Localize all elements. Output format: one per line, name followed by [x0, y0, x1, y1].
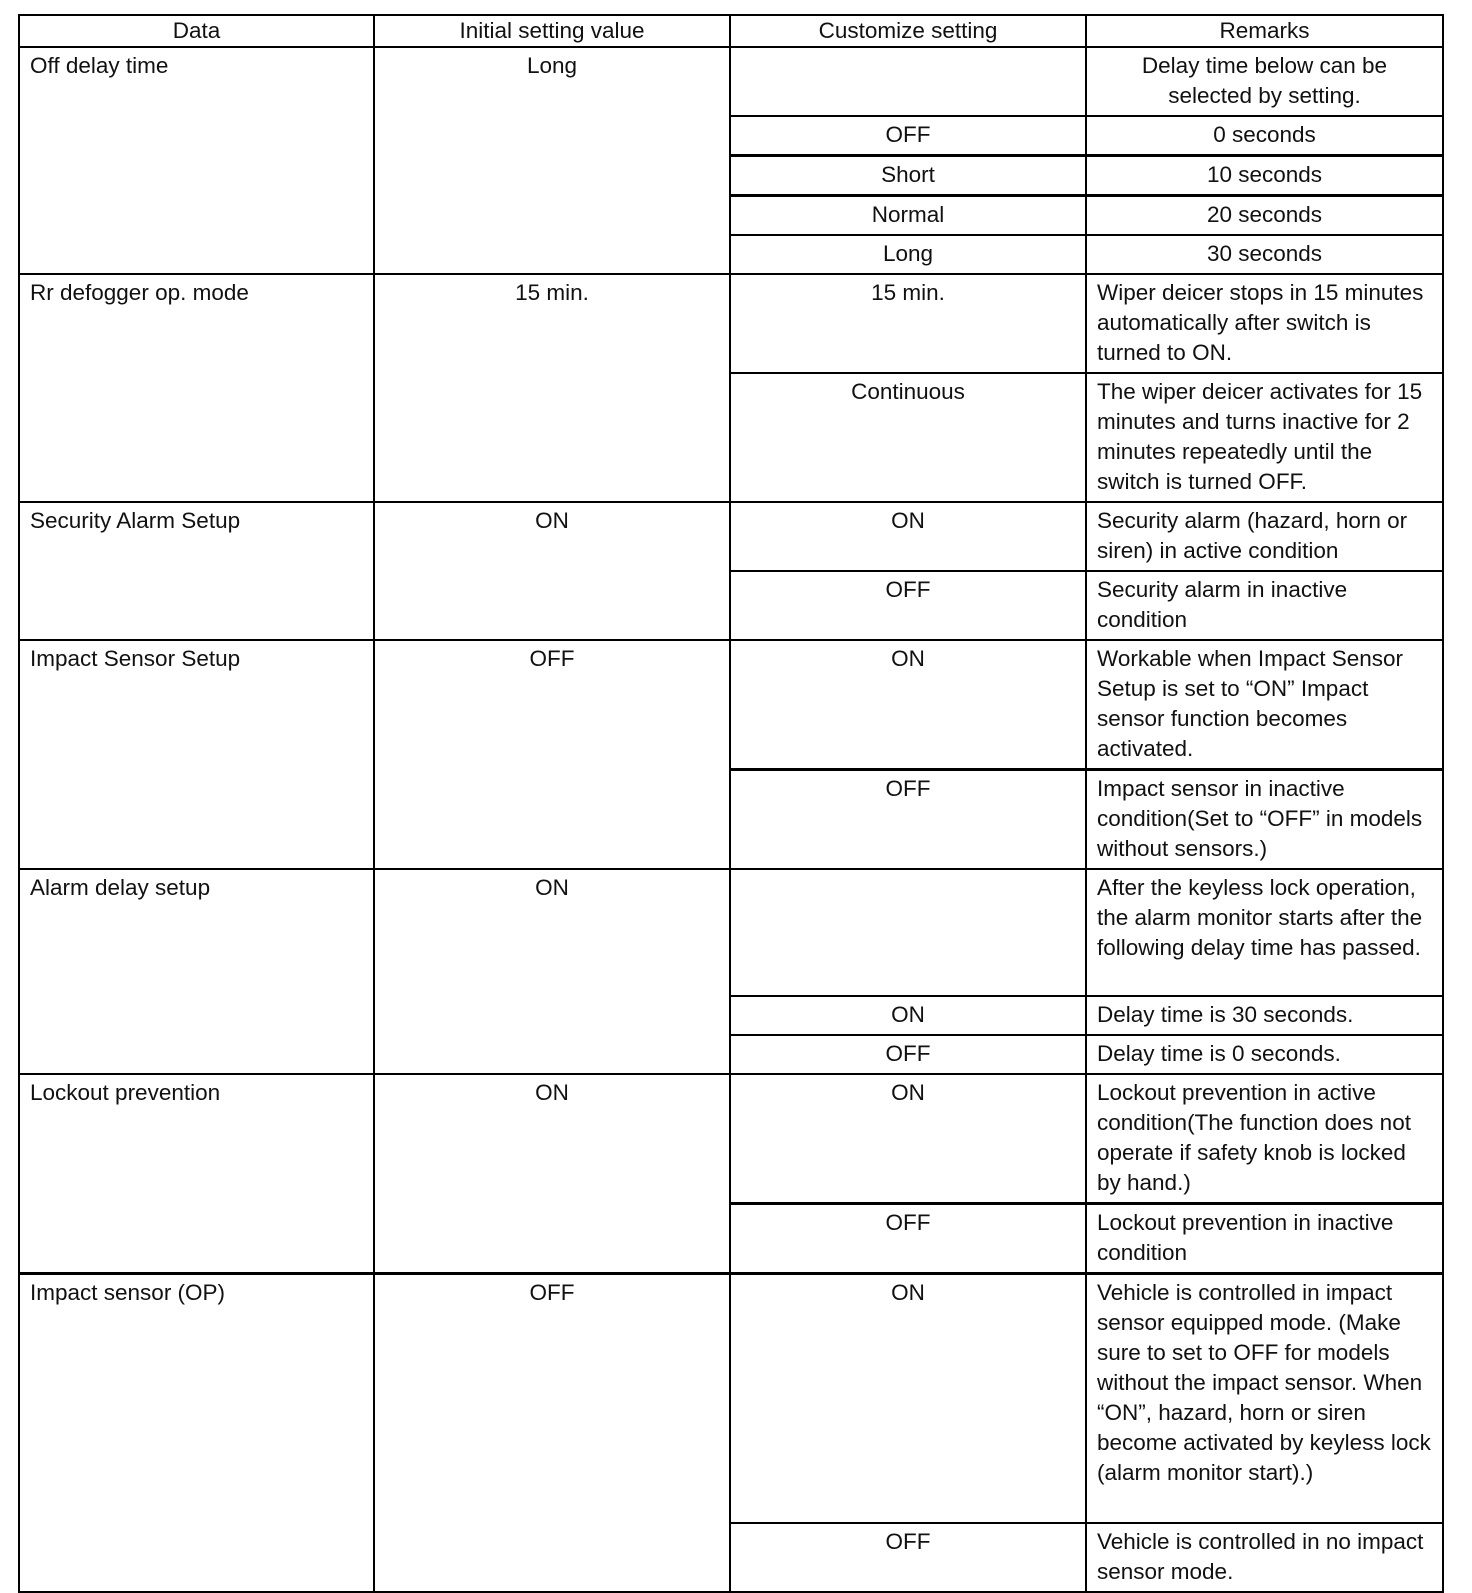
- remarks-cell: Vehicle is controlled in impact sensor equipped mode. (Make sure to set to OFF for models without the impact sensor. When “ON”, hazard, horn or siren become activated by keyless lock (alarm monitor start).): [1086, 1274, 1443, 1523]
- column-header-customize-setting: Customize setting: [730, 15, 1086, 47]
- customize-setting-cell: [730, 47, 1086, 116]
- customize-setting-cell: [730, 869, 1086, 996]
- column-header-data: Data: [19, 15, 374, 47]
- customize-setting-cell: Long: [730, 235, 1086, 274]
- remarks-cell: The wiper deicer activates for 15 minutes and turns inactive for 2 minutes repeatedly until the switch is turned OFF.: [1086, 373, 1443, 502]
- table-row: [19, 502, 1443, 571]
- customize-setting-cell: OFF: [730, 1204, 1086, 1274]
- remarks-cell: 20 seconds: [1086, 196, 1443, 236]
- customize-setting-cell: Continuous: [730, 373, 1086, 502]
- customize-setting-cell: OFF: [730, 116, 1086, 156]
- initial-value-cell: OFF: [374, 640, 730, 869]
- remarks-cell: Lockout prevention in active condition(The function does not operate if safety knob is locked by hand.): [1086, 1074, 1443, 1204]
- remarks-cell: 30 seconds: [1086, 235, 1443, 274]
- customize-settings-table: [18, 14, 1444, 1593]
- customize-setting-cell: OFF: [730, 770, 1086, 870]
- data-cell: Rr defogger op. mode: [19, 274, 374, 502]
- customize-setting-cell: ON: [730, 640, 1086, 770]
- data-cell: Off delay time: [19, 47, 374, 274]
- remarks-cell: Impact sensor in inactive condition(Set to “OFF” in models without sensors.): [1086, 770, 1443, 870]
- customize-setting-cell: OFF: [730, 1523, 1086, 1592]
- remarks-cell: Delay time is 0 seconds.: [1086, 1035, 1443, 1074]
- remarks-cell: Vehicle is controlled in no impact sensor mode.: [1086, 1523, 1443, 1592]
- data-cell: Lockout prevention: [19, 1074, 374, 1274]
- customize-setting-cell: ON: [730, 502, 1086, 571]
- remarks-cell: 0 seconds: [1086, 116, 1443, 156]
- initial-value-cell: ON: [374, 502, 730, 640]
- column-header-initial-setting: Initial setting value: [374, 15, 730, 47]
- customize-setting-cell: ON: [730, 1074, 1086, 1204]
- remarks-cell: Delay time is 30 seconds.: [1086, 996, 1443, 1035]
- customize-setting-cell: ON: [730, 996, 1086, 1035]
- remarks-cell: Security alarm in inactive condition: [1086, 571, 1443, 640]
- table-header-row: [19, 15, 1443, 47]
- remarks-cell: Delay time below can be selected by setting.: [1086, 47, 1443, 116]
- customize-setting-cell: Normal: [730, 196, 1086, 236]
- table-row: [19, 47, 1443, 116]
- remarks-cell: Workable when Impact Sensor Setup is set to “ON” Impact sensor function becomes activated.: [1086, 640, 1443, 770]
- table-row: [19, 274, 1443, 373]
- remarks-cell: Wiper deicer stops in 15 minutes automatically after switch is turned to ON.: [1086, 274, 1443, 373]
- initial-value-cell: 15 min.: [374, 274, 730, 502]
- data-cell: Alarm delay setup: [19, 869, 374, 1074]
- remarks-cell: Lockout prevention in inactive condition: [1086, 1204, 1443, 1274]
- remarks-cell: After the keyless lock operation, the alarm monitor starts after the following delay time has passed.: [1086, 869, 1443, 996]
- table-row: [19, 1274, 1443, 1523]
- remarks-cell: Security alarm (hazard, horn or siren) in active condition: [1086, 502, 1443, 571]
- table-row: [19, 1074, 1443, 1204]
- customize-setting-cell: OFF: [730, 1035, 1086, 1074]
- remarks-cell: 10 seconds: [1086, 156, 1443, 196]
- data-cell: Impact Sensor Setup: [19, 640, 374, 869]
- data-cell: Impact sensor (OP): [19, 1274, 374, 1592]
- table-row: [19, 869, 1443, 996]
- customize-setting-cell: 15 min.: [730, 274, 1086, 373]
- column-header-remarks: Remarks: [1086, 15, 1443, 47]
- customize-setting-cell: Short: [730, 156, 1086, 196]
- data-cell: Security Alarm Setup: [19, 502, 374, 640]
- initial-value-cell: OFF: [374, 1274, 730, 1592]
- customize-setting-cell: OFF: [730, 571, 1086, 640]
- customize-setting-cell: ON: [730, 1274, 1086, 1523]
- initial-value-cell: Long: [374, 47, 730, 274]
- table-row: [19, 640, 1443, 770]
- initial-value-cell: ON: [374, 869, 730, 1074]
- initial-value-cell: ON: [374, 1074, 730, 1274]
